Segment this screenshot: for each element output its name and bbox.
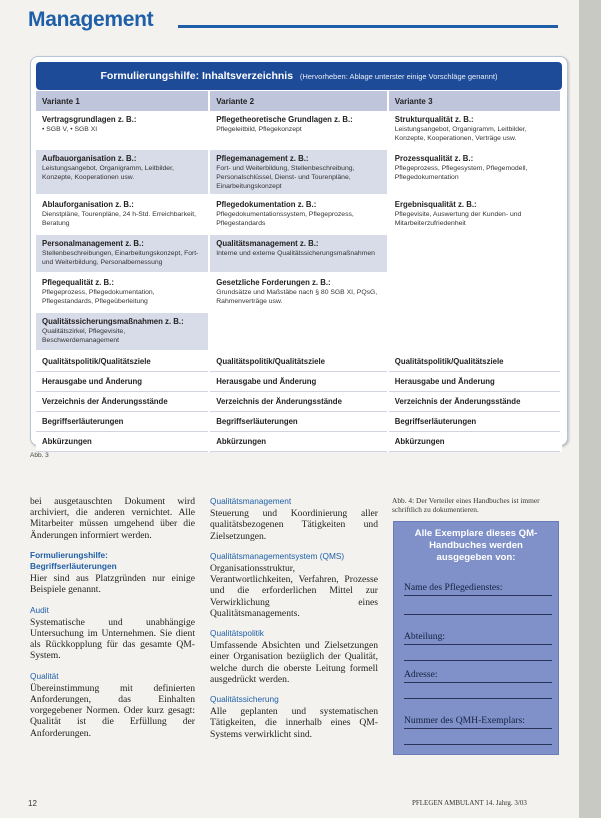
toc-cell [388,149,561,195]
field-label-copy-number: Nummer des QMH-Exemplars: [404,715,525,726]
toc-fixed-cell: Abkürzungen [388,432,561,452]
header-rule [178,25,558,28]
toc-fixed-cell: Abkürzungen [209,432,388,452]
toc-cell-body: Stellenbeschreibungen, Einarbeitungskonzept, Fort- und Weiterbildung, Personalbemessung [42,250,199,266]
toc-cell-body: Grundsätze und Maßstäbe nach § 80 SGB XI, PQsG, Rahmenverträge usw. [216,289,378,305]
glossary-heading: Formulierungshilfe: [30,549,108,560]
glossary-heading-block [30,550,195,596]
toc-cell [36,195,209,234]
toc-cell [209,195,388,234]
field-line [404,728,552,729]
distribution-box-title: Alle Exemplare dieses QM-Handbuches werden ausgegeben von: [414,528,538,563]
glossary-term: Qualitätspolitik [210,628,264,639]
toc-cell [36,234,209,273]
field-line [404,698,552,699]
toc-cell-body: Pflegeleitbild, Pflegekonzept [216,126,302,133]
toc-cell [209,312,388,351]
toc-cell-body: Leistungsangebot, Organigramm, Leitbilder, Konzepte, Kooperationen, Verträge usw. [394,126,527,142]
toc-fixed-cell: Herausgabe und Änderung [388,372,561,392]
glossary-definition: Alle geplanten und systematischen Tätigkeiten, die innerhalb eines QM-Systems verwirklicht sind. [210,706,378,740]
toc-header-row [36,91,561,111]
glossary-term: Qualität [30,670,59,681]
toc-fixed-cell: Qualitätspolitik/Qualitätsziele [36,351,209,372]
glossary-definition: Übereinstimmung mit definierten Anforderungen, das Einhalten vorgegebener Normen. Oder kurz gesagt: Qualität ist die Erfüllung der Anforderungen. [30,682,195,739]
toc-cell-title: Pflegemanagement z. B.: [216,154,309,163]
toc-fixed-row [36,412,561,432]
toc-cell [388,111,561,149]
toc-column-header: Variante 2 [209,91,388,111]
toc-cell-title: Vertragsgrundlagen z. B.: [42,115,137,124]
toc-cell [36,312,209,351]
text-column-left [30,496,195,748]
toc-column-header: Variante 1 [36,91,209,111]
figure-caption: Abb. 3 [30,452,49,459]
toc-table [36,91,562,452]
toc-cell-title: Gesetzliche Forderungen z. B.: [216,278,331,287]
toc-cell-title: Pflegetheoretische Grundlagen z. B.: [216,115,353,124]
toc-fixed-row [36,432,561,452]
toc-row [36,195,561,234]
toc-fixed-cell: Verzeichnis der Änderungsstände [36,392,209,412]
page-number: 12 [28,799,37,808]
distribution-box [393,521,559,755]
side-note: Abb. 4: Der Verteiler eines Handbuches ist immer schriftlich zu dokumentieren. [392,496,540,514]
toc-cell-title: Ergebnisqualität z. B.: [394,200,477,209]
glossary-entry [210,496,378,542]
intro-paragraph: bei ausgetauschten Dokument wird archiviert, die anderen vernichtet. Alle Mitarbeiter müssen umgehend über die Änderungen informiert werden. [30,496,195,541]
toc-row [36,149,561,195]
toc-cell [209,149,388,195]
glossary-definition: Steuerung und Koordinierung aller qualitätsbezogenen Tätigkeiten und Zielsetzungen. [210,508,378,542]
toc-cell-title: Strukturqualität z. B.: [394,115,474,124]
glossary-definition: Organisationsstruktur, Verantwortlichkeiten, Verfahren, Prozesse und die erforderlichen Mittel zur Verwirklichung eines Qualitätsmanagements. [210,563,378,619]
toc-cell-body: Pflegedokumentationssystem, Pflegeprozess, Pflegestandards [216,211,354,227]
toc-fixed-row [36,372,561,392]
toc-fixed-cell: Begriffserläuterungen [388,412,561,432]
toc-cell-body: Dienstpläne, Tourenpläne, 24 h-Std. Erreichbarkeit, Beratung [42,211,197,227]
toc-fixed-cell: Abkürzungen [36,432,209,452]
toc-cell-title: Pflegedokumentation z. B.: [216,200,317,209]
glossary-entry [30,605,195,662]
toc-cell-body: • SGB V, • SGB XI [42,126,98,133]
glossary-entry [210,694,378,740]
toc-cell-title: Qualitätsmanagement z. B.: [216,239,319,248]
glossary-entry [30,671,195,739]
toc-cell-title: Prozessqualität z. B.: [394,154,474,163]
toc-cell [36,111,209,149]
toc-fixed-cell: Qualitätspolitik/Qualitätsziele [388,351,561,372]
figure-banner-title: Formulierungshilfe: Inhaltsverzeichnis [100,70,294,82]
toc-cell-body: Pflegeprozess, Pflegedokumentation, Pflegestandards, Pflegeüberleitung [42,289,155,305]
toc-cell [388,273,561,312]
field-label-department: Abteilung: [404,631,446,642]
toc-cell [209,234,388,273]
toc-fixed-cell: Qualitätspolitik/Qualitätsziele [209,351,388,372]
toc-fixed-cell: Begriffserläuterungen [36,412,209,432]
toc-cell [36,149,209,195]
toc-fixed-cell: Herausgabe und Änderung [209,372,388,392]
toc-fixed-cell: Begriffserläuterungen [209,412,388,432]
toc-fixed-cell: Herausgabe und Änderung [36,372,209,392]
figure-banner [36,62,562,90]
glossary-definition: Systematische und unabhängige Untersuchung im Unternehmen. Sie dient als Rückkopplung für das gesamte QM-System. [30,616,195,662]
toc-cell-title: Qualitätssicherungsmaßnahmen z. B.: [42,317,184,326]
toc-cell-body: Pflegeprozess, Pflegesystem, Pflegemodell, Pflegedokumentation [394,165,528,181]
glossary-entry [210,551,378,619]
toc-cell-body: Fort- und Weiterbildung, Stellenbeschreibung, Personalschlüssel, Dienst- und Tourenpläne, Einarbeitungskonzept [216,165,355,190]
field-label-service-name: Name des Pflegedienstes: [404,582,503,593]
field-line [404,682,552,683]
figure-banner-subtitle: (Hervorheben: Ablage unterster einige Vorschläge genannt) [299,72,498,81]
toc-cell [36,273,209,312]
glossary-heading: Begriffserläuterungen [30,561,117,572]
toc-cell-body: Leistungsangebot, Organigramm, Leitbilder, Konzepte, Kooperationen usw. [42,165,174,181]
glossary-entry [210,628,378,685]
toc-cell [388,195,561,234]
toc-row [36,273,561,312]
toc-cell-title: Pflegequalität z. B.: [42,278,114,287]
toc-row [36,234,561,273]
toc-column-header: Variante 3 [388,91,561,111]
toc-fixed-row [36,351,561,372]
glossary-heading-text: Hier sind aus Platzgründen nur einige Beispiele genannt. [30,573,195,596]
glossary-term: Qualitätsmanagement [210,496,292,506]
toc-cell-body: Pflegevisite, Auswertung der Kunden- und Mitarbeiterzufriedenheit [394,211,522,227]
field-line [404,614,552,615]
field-line [404,644,552,645]
toc-cell-title: Aufbauorganisation z. B.: [42,154,137,163]
toc-cell-body: Interne und externe Qualitätssicherungsmaßnahmen [216,250,375,257]
field-label-address: Adresse: [404,669,438,680]
toc-fixed-cell: Verzeichnis der Änderungsstände [388,392,561,412]
glossary-definition: Umfassende Absichten und Zielsetzungen einer Organisation bezüglich der Qualität, welche durch die oberste Leitung formell ausgedrückt werden. [210,640,378,685]
figure-toc-box [30,56,568,446]
page-edge-strip [579,0,601,818]
toc-cell-title: Ablauforganisation z. B.: [42,200,134,209]
toc-cell [388,234,561,273]
toc-cell-body: Qualitätszirkel, Pflegevisite, Beschwerdemanagement [42,328,126,344]
text-column-middle [210,496,378,749]
toc-row [36,312,561,351]
toc-fixed-cell: Verzeichnis der Änderungsstände [209,392,388,412]
glossary-term: Qualitätssicherung [210,694,279,705]
toc-row [36,111,561,149]
field-line [404,595,552,596]
glossary-term: Qualitätsmanagementsystem (QMS) [210,550,345,561]
journal-reference: PFLEGEN AMBULANT 14. Jahrg. 3/03 [412,799,527,807]
toc-cell [388,312,561,351]
field-line [404,744,552,745]
field-line [404,660,552,661]
toc-cell [209,273,388,312]
toc-cell-title: Personalmanagement z. B.: [42,239,144,248]
toc-cell [209,111,388,149]
glossary-term: Audit [30,604,49,615]
toc-fixed-row [36,392,561,412]
header-title: Management [28,8,154,31]
